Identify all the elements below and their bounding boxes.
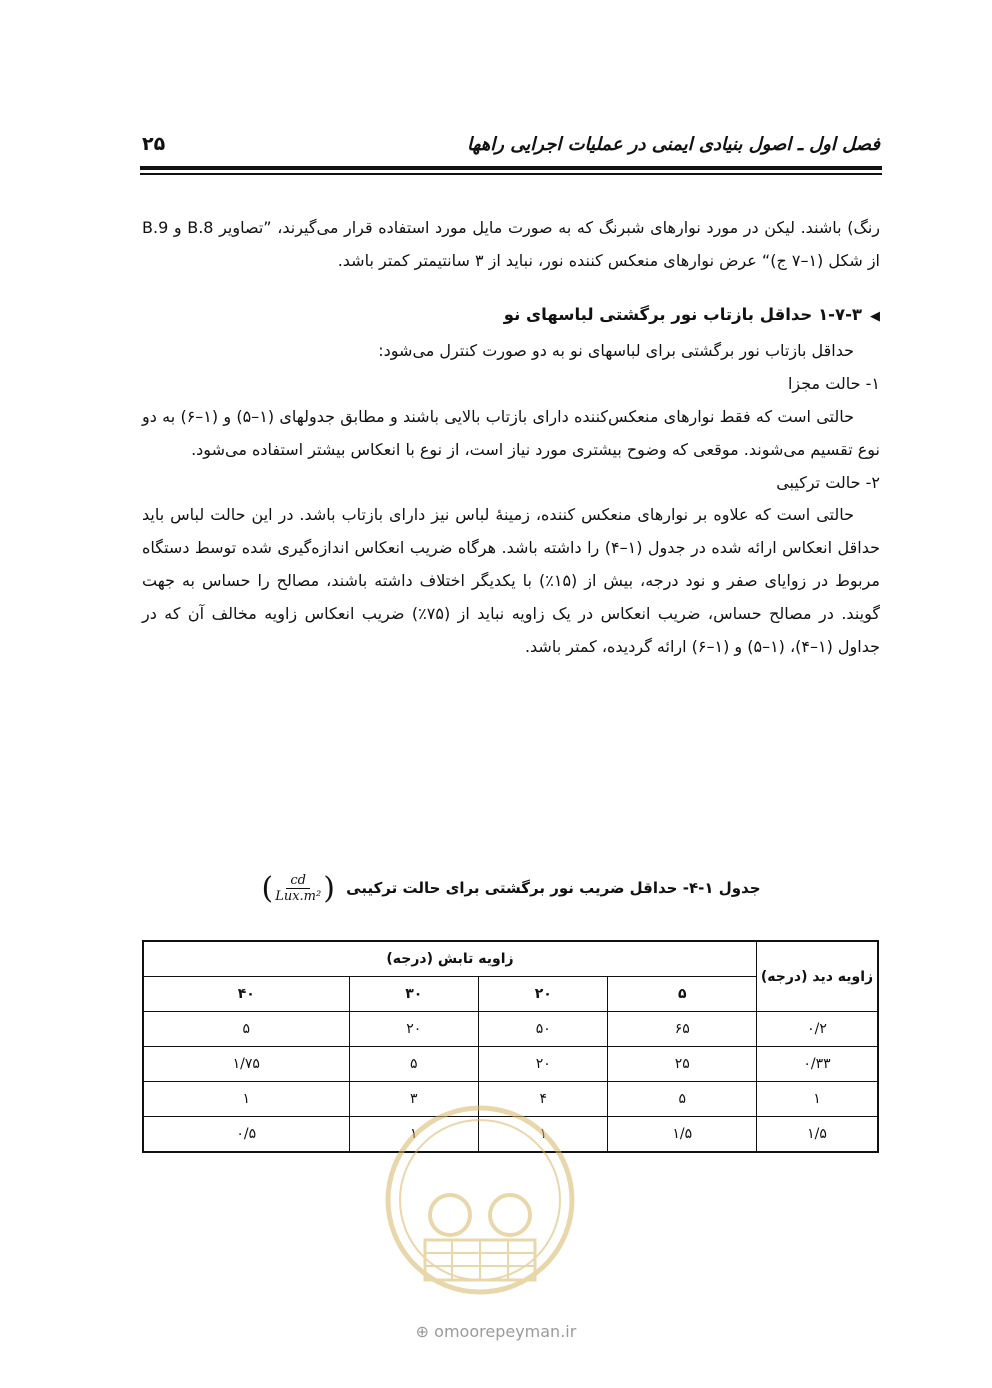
value-cell: ۱ (479, 1117, 608, 1153)
view-angle-cell: ۱ (757, 1082, 879, 1117)
value-cell: ۱ (143, 1082, 349, 1117)
header-rule-thin (140, 173, 882, 175)
value-cell: ۲۵ (608, 1047, 757, 1082)
unit-denominator: Lux.m² (275, 889, 322, 904)
value-cell: ۱ (349, 1117, 478, 1153)
view-angle-cell: ۰/۳۳ (757, 1047, 879, 1082)
website-text: omoorepeyman.ir (434, 1322, 577, 1341)
incidence-col-2: ۲۰ (479, 977, 608, 1012)
section-heading-text: ۱-۷-۳ حداقل بازتاب نور برگشتی لباسهای نو (503, 304, 862, 324)
header-view-angle: زاویه دید (درجه) (757, 941, 879, 1012)
header-incidence-angle: زاویه تابش (درجه) (143, 941, 757, 977)
table-row (143, 1012, 878, 1047)
page-number: ۲۵ (142, 133, 166, 155)
intro-paragraph: رنگ) باشند. لیکن در مورد نوارهای شبرنگ که به صورت مایل مورد استفاده قرار می‌گیرند، ”تصاویر B.8 و B.9 از شکل (۱–۷ ج)“ عرض نوارهای منعکس کننده نور، نباید از ۳ سانتیمتر کمتر باشد. (142, 218, 880, 270)
triangle-bullet-icon: ◀ (870, 308, 880, 324)
value-cell: ۵ (608, 1082, 757, 1117)
value-cell: ۵ (349, 1047, 478, 1082)
view-angle-cell: ۰/۲ (757, 1012, 879, 1047)
view-angle-cell: ۱/۵ (757, 1117, 879, 1153)
value-cell: ۶۵ (608, 1012, 757, 1047)
list-item-2: ۲- حالت ترکیبی (776, 472, 880, 492)
value-cell: ۲۰ (479, 1047, 608, 1082)
table-row (143, 1047, 878, 1082)
value-cell: ۴ (479, 1082, 608, 1117)
value-cell: ۲۰ (349, 1012, 478, 1047)
value-cell: ۳ (349, 1082, 478, 1117)
watermark-logo-icon (380, 1100, 580, 1300)
section-heading (142, 298, 880, 332)
website-footer (0, 1322, 992, 1341)
list-item-1: ۱- حالت مجزا (787, 374, 880, 394)
paragraph-1: حداقل بازتاب نور برگشتی برای لباسهای نو به دو صورت کنترل می‌شود: (378, 341, 854, 361)
paragraph-3: حالتی است که علاوه بر نوارهای منعکس کننده، زمینهٔ لباس نیز دارای بازتاب باشد. در این حالت لباس باید حداقل انعکاس ارائه شده در جدول (۱–۴) را داشته باشد. هرگاه ضریب انعکاس اندازه‌گیری شده توسط دستگاه مربوط در زوایای صفر و نود درجه، بیش از (۱۵٪) با یکدیگر اختلاف داشته باشند، مصالح را حساس به جهت گویند. در مصالح حساس، ضریب انعکاس در یک زاویه نباید از (۷۵٪) ضریب انعکاس زاویه مخالف آن که در جداول (۱–۴)، (۱–۵) و (۱–۶) ارائه گردیده، کمتر باشد. (142, 505, 881, 656)
globe-icon: ⊕ (415, 1322, 430, 1341)
body-text (142, 212, 880, 663)
unit-numerator: cd (286, 873, 310, 889)
incidence-col-3: ۳۰ (349, 977, 478, 1012)
incidence-col-4: ۴۰ (143, 977, 349, 1012)
page-header (142, 124, 880, 164)
table-caption-text: جدول ۱-۴- حداقل ضریب نور برگشتی برای حالت ترکیبی (346, 879, 761, 897)
incidence-col-1: ۵ (608, 977, 757, 1012)
value-cell: ۱/۷۵ (143, 1047, 349, 1082)
unit-fraction: ( $\frac{cd}{\text{Lux.m²}}$ ) (261, 870, 335, 906)
value-cell: ۱/۵ (608, 1117, 757, 1153)
header-rule-thick (140, 166, 882, 170)
chapter-title: فصل اول ـ اصول بنیادی ایمنی در عملیات اجرایی راهها (467, 133, 880, 155)
paragraph-2: حالتی است که فقط نوارهای منعکس‌کننده دارای بازتاب بالایی باشند و مطابق جدولهای (۱–۵) و (۱–۶) به دو نوع تقسیم می‌شوند. موقعی که وضوح بیشتری مورد نیاز است، از نوع با انعکاس بیشتر استفاده می‌شود. (142, 407, 880, 459)
value-cell: ۵ (143, 1012, 349, 1047)
value-cell: ۵۰ (479, 1012, 608, 1047)
table-caption (142, 870, 880, 906)
value-cell: ۰/۵ (143, 1117, 349, 1153)
